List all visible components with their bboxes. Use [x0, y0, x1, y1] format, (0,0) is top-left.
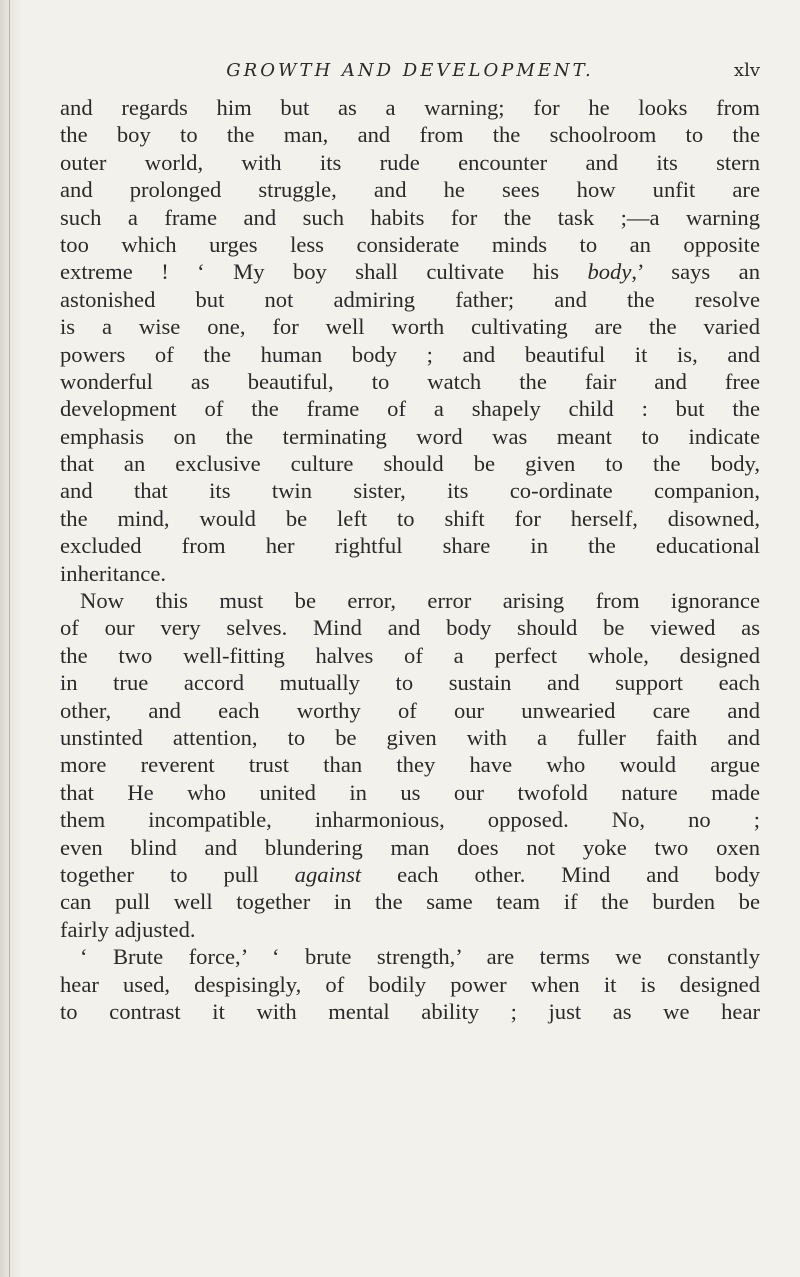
text-line: the two well-fitting halves of a perfect whole, designed [60, 642, 760, 668]
emphasized-word: against [294, 861, 362, 887]
text-line: development of the frame of a shapely child : but the [60, 396, 760, 422]
text-line: outer world, with its rude encounter and its stern [60, 149, 760, 175]
text-line [60, 861, 760, 888]
text-line: the boy to the man, and from the schoolroom to the [60, 122, 760, 148]
text-line: them incompatible, inharmonious, opposed. No, no ; [60, 807, 760, 833]
text-line: unstinted attention, to be given with a fuller faith and [60, 724, 760, 750]
text-line: powers of the human body ; and beautiful it is, and [60, 341, 760, 367]
text-line: of our very selves. Mind and body should be viewed as [60, 615, 760, 641]
text-line: that He who united in us our twofold nature made [60, 779, 760, 805]
text-segment: together to pull [60, 861, 295, 887]
text-line: excluded from her rightful share in the educational [60, 533, 760, 559]
text-line: such a frame and such habits for the task ;—a warning [60, 204, 760, 230]
text-line: and prolonged struggle, and he sees how unfit are [60, 177, 760, 203]
text-line: can pull well together in the same team if the burden be [60, 889, 760, 915]
text-line: other, and each worthy of our unwearied care and [60, 697, 760, 723]
book-page [60, 52, 760, 1025]
text-line: wonderful as beautiful, to watch the fair and free [60, 368, 760, 394]
emphasized-word: body [587, 259, 632, 285]
text-line: hear used, despisingly, of bodily power when it is designed [60, 971, 760, 997]
text-line: emphasis on the terminating word was meant to indicate [60, 423, 760, 449]
text-line: and regards him but as a warning; for he looks from [60, 95, 760, 120]
text-line: astonished but not admiring father; and the resolve [60, 286, 760, 312]
text-segment: each other. Mind and body [361, 861, 761, 887]
text-line: and that its twin sister, its co-ordinate companion, [60, 478, 760, 504]
text-line: inheritance. [60, 560, 167, 586]
book-gutter [0, 0, 22, 1277]
running-head [60, 52, 760, 86]
text-line: the mind, would be left to shift for herself, disowned, [60, 505, 760, 531]
text-line [60, 258, 760, 285]
text-line: in true accord mutually to sustain and support each [60, 670, 760, 696]
body-text [60, 94, 760, 1025]
text-segment: extreme ! ‘ My boy shall cultivate his [60, 259, 588, 285]
text-line: that an exclusive culture should be given to the body, [60, 451, 760, 477]
text-line: is a wise one, for well worth cultivating are the varied [60, 314, 760, 340]
text-segment: ,’ says an [631, 259, 760, 285]
paragraph-start-line: Now this must be error, error arising from ignorance [80, 588, 760, 614]
text-line: too which urges less considerate minds to an opposite [60, 231, 760, 257]
running-head-title: GROWTH AND DEVELOPMENT. [226, 60, 594, 81]
gutter-edge [9, 0, 10, 1277]
text-line: even blind and blundering man does not yoke two oxen [60, 834, 760, 860]
text-line: more reverent trust than they have who would argue [60, 752, 760, 778]
page-number: xlv [733, 60, 760, 81]
text-line: fairly adjusted. [60, 916, 196, 942]
text-line: to contrast it with mental ability ; just as we hear [60, 998, 760, 1024]
paragraph-start-line: ‘ Brute force,’ ‘ brute strength,’ are terms we constantly [80, 944, 760, 970]
